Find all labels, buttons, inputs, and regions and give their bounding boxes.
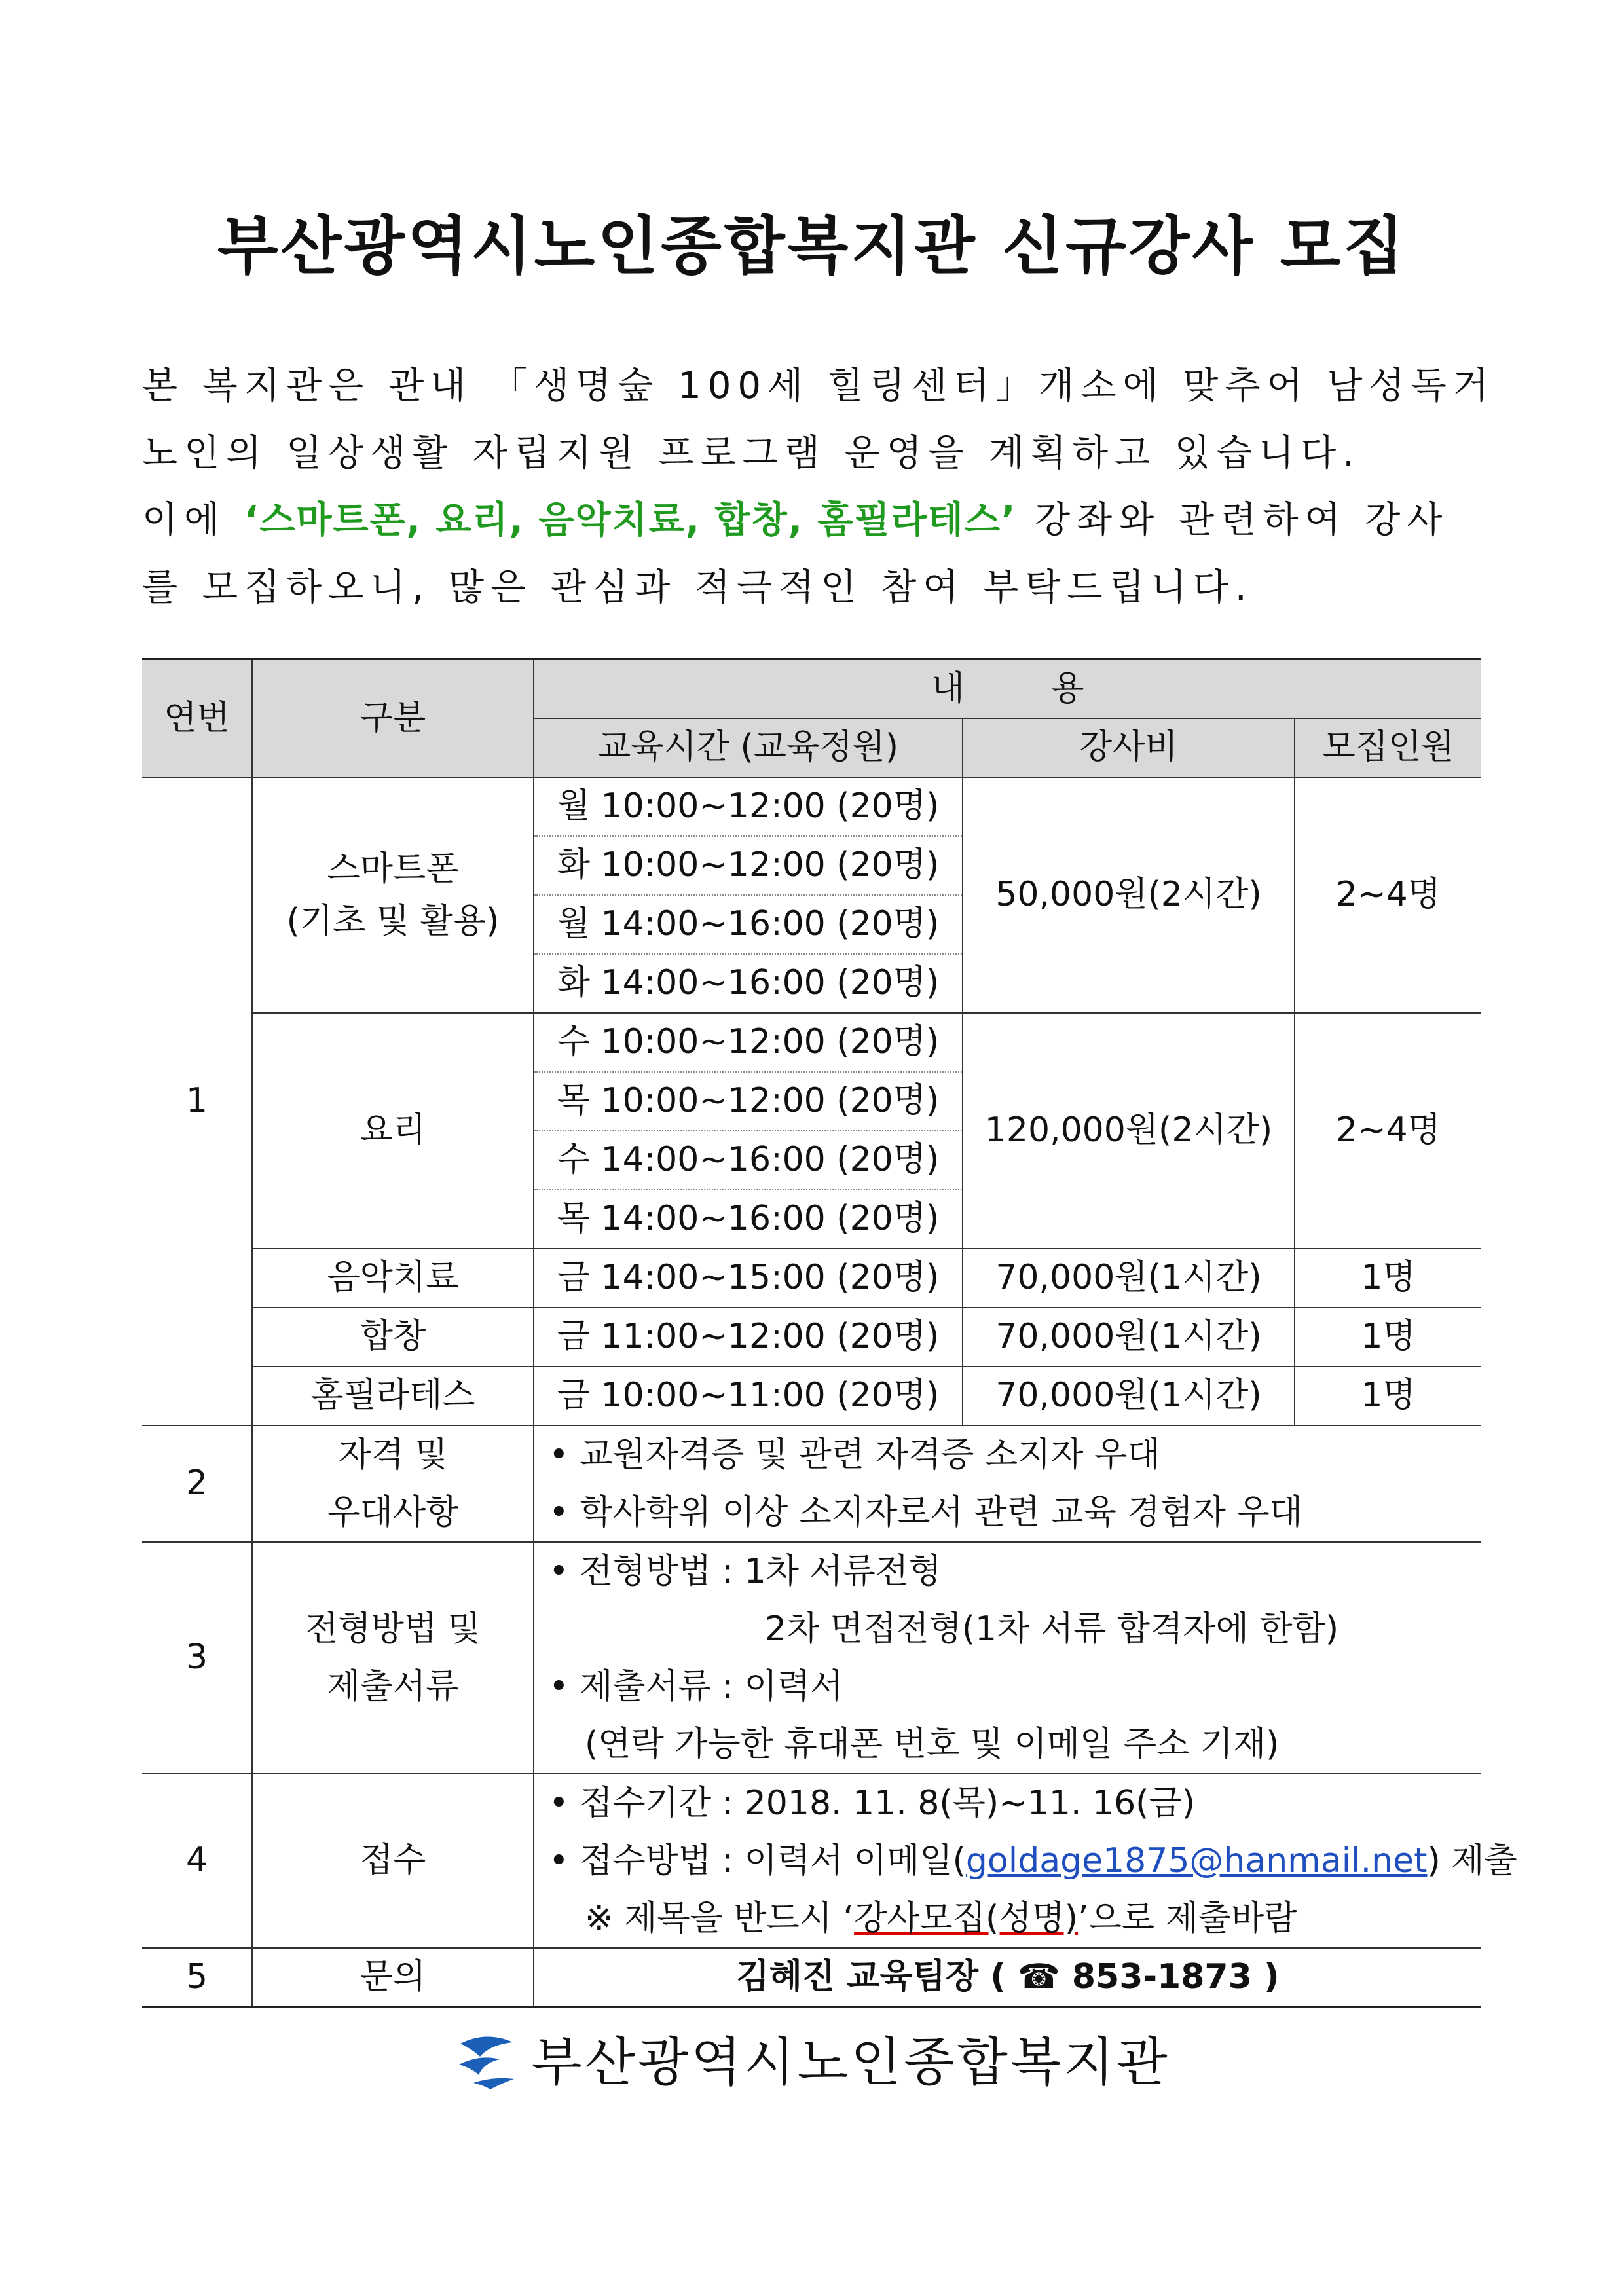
recruit-cell: 1명 [1295,1249,1481,1308]
selection-label-1: 전형방법 및 [305,1609,481,1649]
email-link[interactable]: goldage1875@hanmail.net [965,1841,1428,1881]
time-slot: 목 10:00~12:00 (20명) [534,1072,963,1131]
application-method [549,1832,1517,1890]
qualification-label-2: 우대사항 [327,1492,459,1532]
contact-info: 김혜진 교육팀장 ( ☎ 853-1873 ) [534,1948,1481,2007]
course-smartphone [252,777,534,1013]
course-pilates: 홈필라테스 [252,1367,534,1425]
intro-line-3 [142,491,1481,543]
qualification-line: • 학사학위 이상 소지자로서 관련 교육 경험자 우대 [549,1492,1303,1532]
intro-line-4: 를 모집하오니, 많은 관심과 적극적인 참여 부탁드립니다. [142,566,1253,609]
row-no: 1 [142,777,252,1425]
time-slot: 금 10:00~11:00 (20명) [534,1367,963,1425]
table-row [142,1249,1481,1308]
table-row [142,1425,1481,1542]
time-slot: 화 14:00~16:00 (20명) [534,954,963,1013]
time-slot: 수 10:00~12:00 (20명) [534,1013,963,1072]
recruit-cell: 2~4명 [1295,1013,1481,1249]
selection-content [534,1542,1481,1774]
application-content [534,1774,1517,1948]
intro-line-2: 노인의 일상생활 자립지원 프로그램 운영을 계획하고 있습니다. [142,432,1361,475]
table-row [142,1367,1481,1425]
qualification-line: • 교원자격증 및 관련 자격증 소지자 우대 [549,1435,1160,1475]
application-method-suffix: ) 제출 [1427,1841,1517,1881]
course-music: 음악치료 [252,1249,534,1308]
qualification-content [534,1425,1481,1542]
welfare-center-logo-icon [454,2030,519,2102]
time-slot: 화 10:00~12:00 (20명) [534,836,963,895]
time-slot: 금 11:00~12:00 (20명) [534,1308,963,1367]
selection-label [252,1542,534,1774]
time-slot: 월 10:00~12:00 (20명) [534,777,963,836]
page-title: 부산광역시노인종합복지관 신규강사 모집 [217,210,1407,283]
inquiry-label: 문의 [252,1948,534,2007]
intro-line-3-prefix: 이에 [142,499,244,542]
header-fee: 강사비 [963,718,1295,777]
fee-cell: 120,000원(2시간) [963,1013,1295,1249]
course-choir: 합창 [252,1308,534,1367]
table-row [142,1013,1481,1072]
application-method-prefix: • 접수방법 : 이력서 이메일( [549,1841,966,1881]
intro-line-3-suffix: 강좌와 관련하여 강사 [1016,499,1449,542]
table-row [142,1774,1481,1948]
fee-cell: 50,000원(2시간) [963,777,1295,1013]
header-recruit: 모집인원 [1295,718,1481,777]
header-no: 연번 [142,659,252,777]
time-slot: 목 14:00~16:00 (20명) [534,1190,963,1249]
row-no: 2 [142,1425,252,1542]
time-slot: 금 14:00~15:00 (20명) [534,1249,963,1308]
header-content: 내 용 [534,659,1481,718]
selection-line: • 전형방법 : 1차 서류전형 [549,1551,942,1591]
header-time: 교육시간 (교육정원) [534,718,963,777]
application-note [549,1890,1481,1947]
footer-org-name: 부산광역시노인종합복지관 [531,2032,1170,2093]
row-no: 5 [142,1948,252,2007]
course-name: 스마트폰 [327,849,459,889]
documents-line: (연락 가능한 휴대폰 번호 및 이메일 주소 기재) [585,1724,1280,1764]
intro-line-1: 본 복지관은 관내 「생명숲 100세 힐링센터」개소에 맞추어 남성독거 [142,365,1495,407]
time-slot: 수 14:00~16:00 (20명) [534,1131,963,1190]
table-row [142,1308,1481,1367]
row-no: 3 [142,1542,252,1774]
recruitment-table [142,658,1517,2008]
footer-org [0,2020,1624,2102]
course-highlight: ‘스마트폰, 요리, 음악치료, 합창, 홈필라테스’ [244,499,1017,542]
time-slot: 월 14:00~16:00 (20명) [534,895,963,954]
table-row [142,1542,1481,1774]
row-no: 4 [142,1774,252,1948]
recruit-cell: 1명 [1295,1308,1481,1367]
course-cooking: 요리 [252,1013,534,1249]
header-category: 구분 [252,659,534,777]
application-period: • 접수기간 : 2018. 11. 8(목)~11. 16(금) [549,1783,1195,1823]
fee-cell: 70,000원(1시간) [963,1367,1295,1425]
table-row [142,1948,1481,2007]
selection-label-2: 제출서류 [327,1666,459,1706]
selection-line: 2차 면접전형(1차 서류 합격자에 한함) [765,1609,1339,1649]
fee-cell: 70,000원(1시간) [963,1249,1295,1308]
qualification-label [252,1425,534,1542]
table-header-row-1 [142,659,1481,718]
application-label: 접수 [252,1774,534,1948]
application-note-suffix: ’으로 제출바람 [1078,1898,1297,1938]
application-note-prefix: ※ 제목을 반드시 ‘ [585,1898,855,1938]
recruit-cell: 2~4명 [1295,777,1481,1013]
documents-line: • 제출서류 : 이력서 [549,1666,843,1706]
application-note-subject: 강사모집(성명) [854,1898,1079,1938]
table-row [142,777,1481,836]
recruit-cell: 1명 [1295,1367,1481,1425]
qualification-label-1: 자격 및 [338,1435,448,1475]
fee-cell: 70,000원(1시간) [963,1308,1295,1367]
course-subname: (기초 및 활용) [286,901,500,941]
